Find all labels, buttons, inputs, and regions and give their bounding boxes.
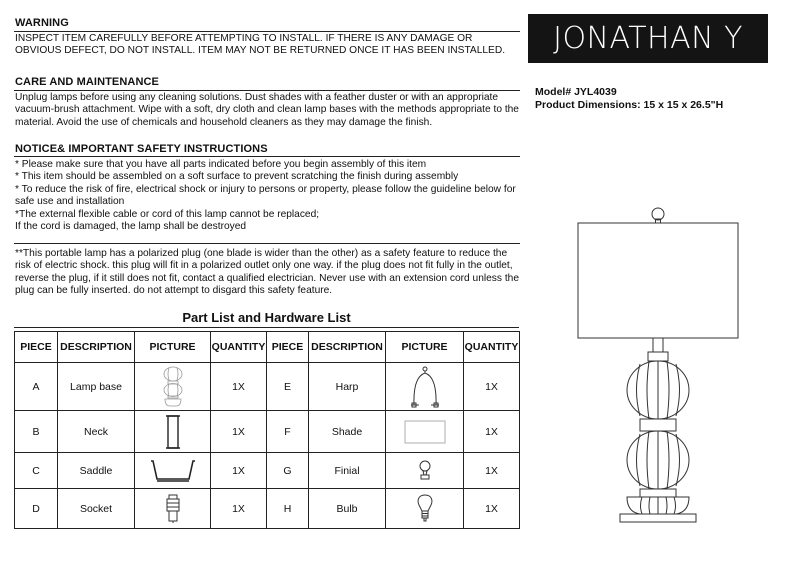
column-header: QUANTITY bbox=[464, 332, 520, 363]
part-quantity: 1X bbox=[211, 411, 267, 453]
socket-icon bbox=[135, 489, 211, 529]
notice-line: * Please make sure that you have all parts indicated before you begin assembly of this item bbox=[15, 159, 427, 170]
warning-heading: WARNING bbox=[15, 17, 69, 29]
table-row bbox=[15, 453, 520, 489]
parts-table bbox=[14, 331, 520, 529]
column-header: PIECE bbox=[267, 332, 309, 363]
column-header: PICTURE bbox=[386, 332, 464, 363]
part-quantity: 1X bbox=[211, 453, 267, 489]
part-description: Shade bbox=[309, 411, 386, 453]
lamp-base-plate bbox=[620, 514, 696, 522]
piece-letter: E bbox=[267, 363, 309, 411]
part-quantity: 1X bbox=[464, 453, 520, 489]
table-header-row bbox=[15, 332, 520, 363]
part-description: Harp bbox=[309, 363, 386, 411]
piece-letter: H bbox=[267, 489, 309, 529]
piece-letter: A bbox=[15, 363, 58, 411]
table-row bbox=[15, 363, 520, 411]
notice-line: * This item should be assembled on a soft surface to prevent scratching the finish during assembly bbox=[15, 171, 459, 183]
part-description: Saddle bbox=[58, 453, 135, 489]
divider bbox=[14, 90, 520, 91]
parts-table-title: Part List and Hardware List bbox=[182, 310, 351, 325]
plug-notice-text: **This portable lamp has a polarized plug (one blade is wider than the other) as a safety feature to reduce the risk of electric shock. this plug will fit in a polarized outlet only one way. if the plug does not fit fully in the outlet, reverse the plug, if it still does not fit, contact a qualified electrician. Never use with an extension cord unless the plug can be fully inserted. do not attempt to disgard this safety feature. bbox=[15, 248, 519, 297]
divider bbox=[14, 243, 520, 244]
column-header: DESCRIPTION bbox=[309, 332, 386, 363]
part-description: Bulb bbox=[309, 489, 386, 529]
notice-line: *The external flexible cable or cord of this lamp cannot be replaced; bbox=[15, 208, 320, 220]
shade-icon bbox=[386, 411, 464, 453]
model-number: Model# JYL4039 bbox=[535, 86, 617, 98]
lamp-finial bbox=[652, 208, 664, 220]
part-quantity: 1X bbox=[464, 489, 520, 529]
column-header: PIECE bbox=[15, 332, 58, 363]
piece-letter: G bbox=[267, 453, 309, 489]
saddle-icon bbox=[135, 453, 211, 489]
lamp-neck bbox=[648, 352, 668, 361]
notice-line: If the cord is damaged, the lamp shall be destroyed bbox=[15, 221, 247, 233]
harp-icon bbox=[386, 363, 464, 411]
part-quantity: 1X bbox=[464, 411, 520, 453]
care-text: Unplug lamps before using any cleaning solutions. Dust shades with a feather duster or with an appropriate vacuum-brush attachment. Wipe with a soft, dry cloth and clean lamp bases with the methods appropriate to the material. Avoid the use of chemicals and household cleaners as they may damage the finish. bbox=[15, 92, 519, 128]
part-quantity: 1X bbox=[464, 363, 520, 411]
table-row bbox=[15, 489, 520, 529]
part-description: Neck bbox=[58, 411, 135, 453]
piece-letter: B bbox=[15, 411, 58, 453]
part-quantity: 1X bbox=[211, 363, 267, 411]
divider bbox=[14, 327, 519, 328]
lamp-illustration bbox=[570, 200, 746, 528]
neck-icon bbox=[135, 411, 211, 453]
notice-line: * To reduce the risk of fire, electrical shock or injury to persons or property, please follow the guideline below for safe use and installation bbox=[15, 183, 516, 208]
lamp-shade bbox=[578, 223, 738, 338]
part-quantity: 1X bbox=[211, 489, 267, 529]
column-header: PICTURE bbox=[135, 332, 211, 363]
piece-letter: C bbox=[15, 453, 58, 489]
finial-icon bbox=[386, 453, 464, 489]
part-description: Socket bbox=[58, 489, 135, 529]
divider bbox=[14, 31, 520, 32]
table-row bbox=[15, 411, 520, 453]
column-header: DESCRIPTION bbox=[58, 332, 135, 363]
bulb-icon bbox=[386, 489, 464, 529]
part-description: Lamp base bbox=[58, 363, 135, 411]
divider bbox=[14, 156, 520, 157]
column-header: QUANTITY bbox=[211, 332, 267, 363]
piece-letter: D bbox=[15, 489, 58, 529]
lamp-base-icon bbox=[135, 363, 211, 411]
product-dimensions: Product Dimensions: 15 x 15 x 26.5"H bbox=[535, 99, 724, 111]
brand-logo: JONATHAN Y bbox=[528, 14, 768, 63]
notice-list bbox=[15, 159, 525, 233]
warning-text: INSPECT ITEM CAREFULLY BEFORE ATTEMPTING TO INSTALL. IF THERE IS ANY DAMAGE OR OBVIOUS DEFECT, DO NOT INSTALL. ITEM MAY NOT BE RETURNED ONCE IT HAS BEEN INSTALLED. bbox=[15, 33, 506, 57]
piece-letter: F bbox=[267, 411, 309, 453]
part-description: Finial bbox=[309, 453, 386, 489]
care-heading: CARE AND MAINTENANCE bbox=[15, 76, 159, 88]
notice-heading: NOTICE& IMPORTANT SAFETY INSTRUCTIONS bbox=[15, 143, 268, 155]
